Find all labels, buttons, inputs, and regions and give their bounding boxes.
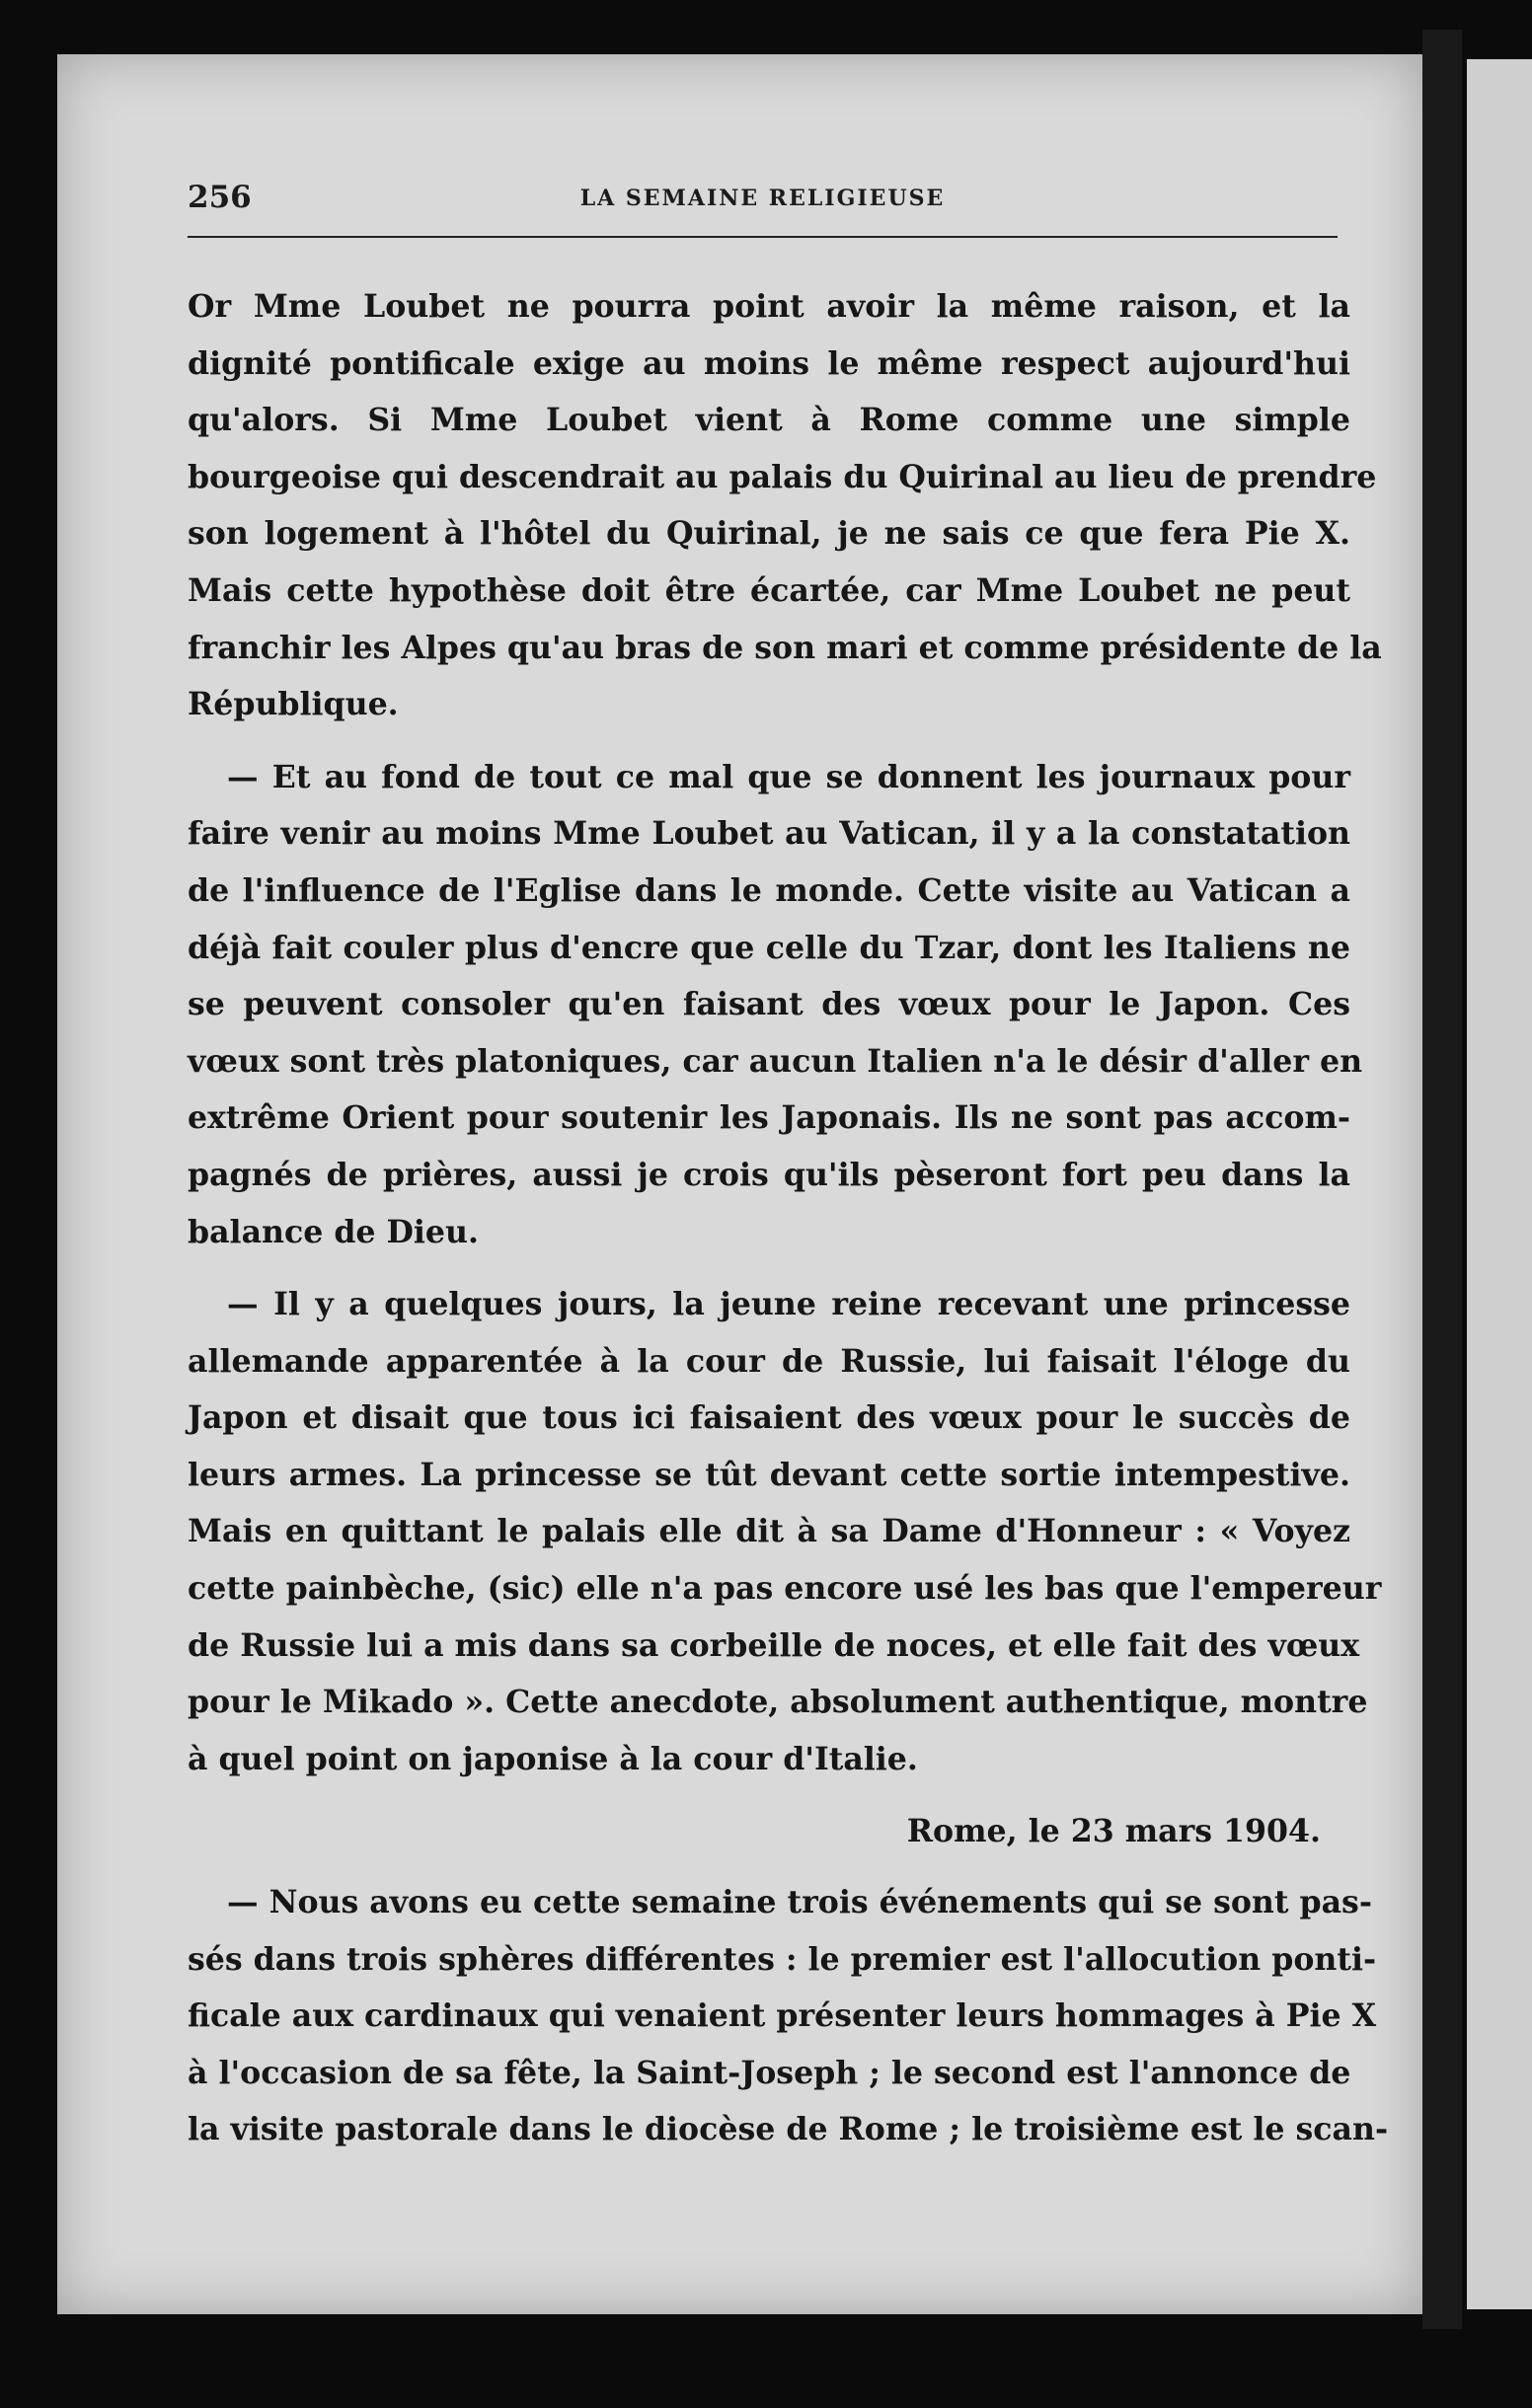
text-line: franchir les Alpes qu'au bras de son mari et comme présidente de la	[188, 629, 1382, 666]
running-head	[188, 118, 1338, 217]
running-title: LA SEMAINE RELIGIEUSE	[579, 186, 946, 211]
text-line: cette painbèche, (sic) elle n'a pas encore usé les bas que l'empereur	[188, 1570, 1382, 1608]
header-rule	[188, 236, 1338, 238]
text-line: la visite pastorale dans le diocèse de Rome ; le troisième est le scan-	[188, 2111, 1389, 2148]
paragraph-2	[188, 749, 1363, 1260]
text-line: de l'influence de l'Eglise dans le monde. Cette visite au Vatican a	[188, 871, 1350, 909]
page-gutter-shadow	[1422, 30, 1462, 2329]
text-line: à quel point on japonise à la cour d'Italie.	[188, 1740, 918, 1777]
text-line: Or Mme Loubet ne pourra point avoir la même raison, et la	[188, 288, 1350, 325]
text-line: République.	[188, 686, 399, 723]
dateline: Rome, le 23 mars 1904.	[906, 1813, 1321, 1850]
text-line: vœux sont très platoniques, car aucun Italien n'a le désir d'aller en	[188, 1042, 1363, 1080]
text-line: sés dans trois sphères différentes : le premier est l'allocution ponti-	[188, 1940, 1377, 1978]
text-line: — Nous avons eu cette semaine trois événements qui se sont pas-	[227, 1884, 1372, 1921]
text-line: leurs armes. La princesse se tût devant cette sortie intempestive.	[188, 1456, 1350, 1493]
text-line: se peuvent consoler qu'en faisant des vœux pour le Japon. Ces	[188, 986, 1350, 1023]
text-line: pour le Mikado ». Cette anecdote, absolument authentique, montre	[188, 1684, 1368, 1721]
text-line: balance de Dieu.	[188, 1213, 480, 1250]
paragraph-1	[188, 278, 1382, 733]
facing-page-edge	[1467, 59, 1532, 2309]
text-line: Japon et disait que tous ici faisaient des vœux pour le succès de	[188, 1399, 1350, 1437]
text-line: dignité pontificale exige au moins le même respect aujourd'hui	[188, 344, 1350, 382]
text-line: faire venir au moins Mme Loubet au Vatican, il y a la constatation	[188, 815, 1350, 853]
text-line: son logement à l'hôtel du Quirinal, je ne sais ce que fera Pie X.	[188, 515, 1350, 553]
text-line: déjà fait couler plus d'encre que celle du Tzar, dont les Italiens ne	[188, 929, 1350, 966]
text-line: ficale aux cardinaux qui venaient présenter leurs hommages à Pie X	[188, 1997, 1377, 2035]
text-line: extrême Orient pour soutenir les Japonais. Ils ne sont pas accom-	[188, 1099, 1350, 1137]
article-body	[188, 278, 1389, 2174]
text-line: bourgeoise qui descendrait au palais du Quirinal au lieu de prendre	[188, 458, 1377, 495]
paragraph-4	[188, 1874, 1389, 2158]
text-line: — Et au fond de tout ce mal que se donnent les journaux pour	[227, 758, 1350, 795]
page-number: 256	[188, 180, 252, 215]
text-line: de Russie lui a mis dans sa corbeille de noces, et elle fait des vœux	[188, 1626, 1360, 1664]
text-line: allemande apparentée à la cour de Russie, lui faisait l'éloge du	[188, 1342, 1350, 1380]
text-line: — Il y a quelques jours, la jeune reine recevant une princesse	[227, 1286, 1350, 1323]
text-line: qu'alors. Si Mme Loubet vient à Rome comme une simple	[188, 402, 1350, 439]
text-line: pagnés de prières, aussi je crois qu'ils pèseront fort peu dans la	[188, 1156, 1350, 1193]
text-line: Mais cette hypothèse doit être écartée, car Mme Loubet ne peut	[188, 571, 1350, 609]
paragraph-3	[188, 1276, 1382, 1787]
text-line: à l'occasion de sa fête, la Saint-Joseph ; le second est l'annonce de	[188, 2054, 1351, 2091]
text-line: Mais en quittant le palais elle dit à sa Dame d'Honneur : « Voyez	[188, 1513, 1350, 1550]
